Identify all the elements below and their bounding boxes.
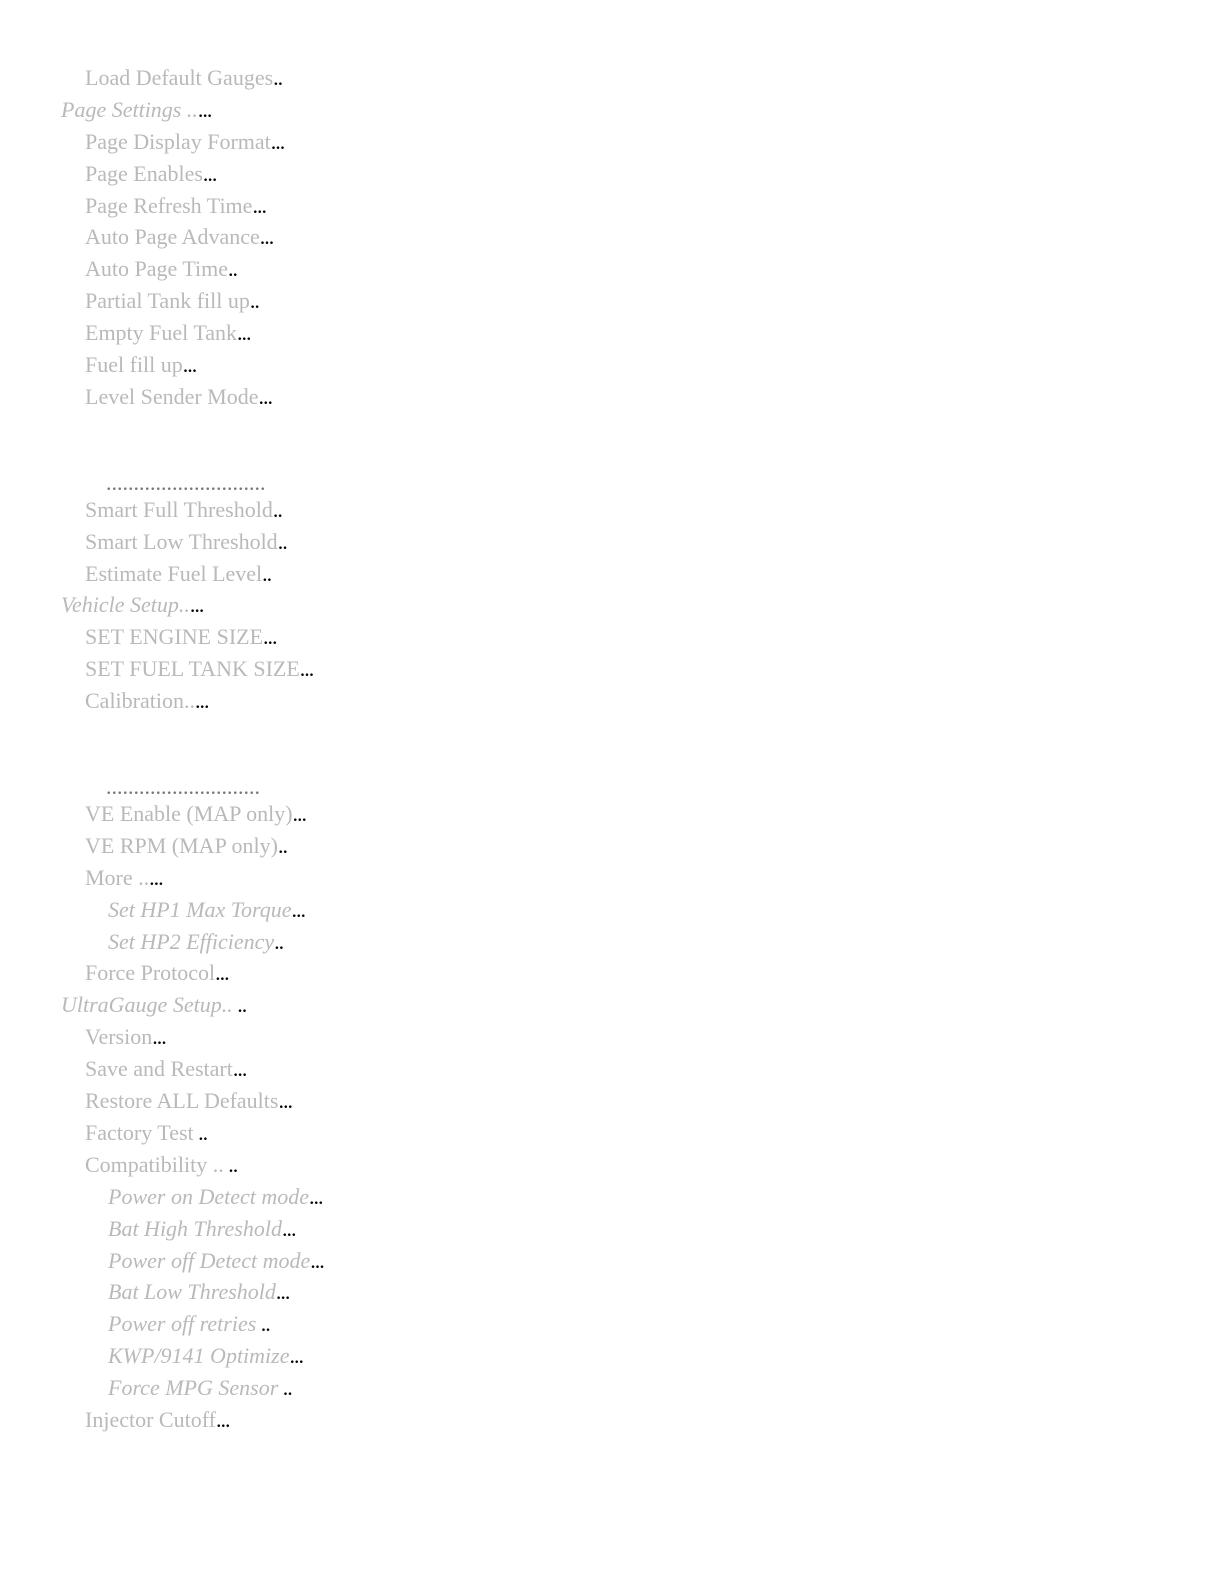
submenu-item[interactable]	[0, 1372, 1224, 1404]
menu-item-label: Smart Low Threshold	[85, 528, 278, 554]
menu-item-label: Level Sender Mode	[85, 383, 259, 409]
clipped-menu-row-text: ............................	[106, 774, 260, 800]
menu-item-label: Page Display Format	[85, 128, 271, 154]
leader-dots: ...	[270, 128, 285, 154]
submenu-item-label: KWP/9141 Optimize	[108, 1343, 290, 1369]
menu-item-label: VE RPM (MAP only)	[85, 832, 278, 858]
menu-item[interactable]	[0, 653, 1224, 685]
menu-item-label: Page Enables	[85, 160, 203, 186]
leader-dots: ..	[274, 928, 284, 954]
submenu-item[interactable]	[0, 1276, 1224, 1308]
leader-dots: ...	[152, 1024, 166, 1050]
leader-dots: ..	[232, 992, 247, 1018]
menu-item[interactable]	[0, 494, 1224, 526]
leader-dots: ...	[292, 801, 307, 827]
submenu-item[interactable]	[0, 1213, 1224, 1245]
clipped-menu-row	[106, 774, 260, 800]
submenu-item[interactable]	[0, 1308, 1224, 1340]
leader-dots: ...	[232, 1056, 247, 1082]
menu-item-label: Auto Page Time	[85, 256, 229, 282]
menu-item-label: Restore ALL Defaults	[85, 1088, 279, 1114]
menu-item-label: Calibration..	[85, 688, 195, 714]
submenu-item[interactable]	[0, 1245, 1224, 1277]
menu-item-label: SET ENGINE SIZE	[85, 624, 264, 650]
leader-dots: ..	[277, 832, 287, 858]
leader-dots: ...	[289, 1343, 303, 1369]
leader-dots: ...	[259, 224, 274, 250]
leader-dots: ..	[277, 528, 287, 554]
leader-dots: ..	[223, 1151, 238, 1177]
menu-item[interactable]	[0, 1021, 1224, 1053]
leader-dots: ..	[278, 1375, 292, 1401]
menu-item-label: VE Enable (MAP only)	[85, 801, 293, 827]
leader-dots: ...	[252, 192, 266, 218]
leader-dots: ..	[228, 256, 238, 282]
submenu-item[interactable]	[0, 1340, 1224, 1372]
leader-dots: ...	[263, 624, 277, 650]
submenu-item-label: Power on Detect mode	[108, 1183, 309, 1209]
menu-item-label: Empty Fuel Tank	[85, 320, 238, 346]
leader-dots: ...	[299, 656, 314, 682]
menu-item[interactable]	[0, 1117, 1224, 1149]
submenu-item-label: Set HP1 Max Torque	[108, 896, 292, 922]
menu-item-label: SET FUEL TANK SIZE	[85, 656, 300, 682]
menu-gap	[0, 717, 1224, 798]
submenu-item-label: Bat Low Threshold	[108, 1279, 276, 1305]
menu-item[interactable]	[0, 685, 1224, 717]
menu-item[interactable]	[0, 1053, 1224, 1085]
leader-dots: ...	[149, 864, 163, 890]
clipped-menu-row-text: .............................	[106, 469, 266, 495]
menu-item[interactable]	[0, 158, 1224, 190]
menu-item-label: Injector Cutoff	[85, 1406, 216, 1432]
menu-section-label: UltraGauge Setup..	[61, 992, 233, 1018]
menu-item-label: Partial Tank fill up	[85, 288, 250, 314]
menu-item-label: Auto Page Advance	[85, 224, 260, 250]
menu-section[interactable]	[0, 589, 1224, 621]
leader-dots: ...	[215, 1406, 230, 1432]
submenu-item[interactable]	[0, 894, 1224, 926]
leader-dots: ...	[275, 1279, 290, 1305]
leader-dots: ..	[256, 1311, 270, 1337]
menu-item-label: Fuel fill up	[85, 352, 183, 378]
leader-dots: ...	[310, 1247, 324, 1273]
menu-item[interactable]	[0, 381, 1224, 413]
leader-dots: ..	[262, 560, 272, 586]
menu-item[interactable]	[0, 1404, 1224, 1436]
menu-item-label: Smart Full Threshold	[85, 496, 273, 522]
leader-dots: ...	[197, 96, 212, 122]
leader-dots: ...	[291, 896, 306, 922]
submenu-item-label: Power off Detect mode	[108, 1247, 311, 1273]
menu-section-label: Page Settings ..	[61, 96, 198, 122]
leader-dots: ..	[272, 496, 282, 522]
menu-item[interactable]	[0, 62, 1224, 94]
leader-dots: ...	[309, 1183, 323, 1209]
menu-item[interactable]	[0, 190, 1224, 222]
menu-item[interactable]	[0, 862, 1224, 894]
menu-item[interactable]	[0, 1149, 1224, 1181]
menu-item[interactable]	[0, 830, 1224, 862]
menu-gap	[0, 413, 1224, 494]
menu-item[interactable]	[0, 221, 1224, 253]
leader-dots: ...	[258, 383, 272, 409]
menu-section[interactable]	[0, 94, 1224, 126]
submenu-item[interactable]	[0, 926, 1224, 958]
menu-item[interactable]	[0, 526, 1224, 558]
menu-item-label: Compatibility ..	[85, 1151, 224, 1177]
menu-item[interactable]	[0, 126, 1224, 158]
menu-item[interactable]	[0, 253, 1224, 285]
submenu-item-label: Force MPG Sensor	[108, 1375, 279, 1401]
menu-item-label: Estimate Fuel Level	[85, 560, 263, 586]
leader-dots: ...	[182, 352, 197, 378]
menu-item[interactable]	[0, 1085, 1224, 1117]
menu-section[interactable]	[0, 989, 1224, 1021]
clipped-menu-row	[106, 469, 266, 495]
menu-item-label: Page Refresh Time	[85, 192, 253, 218]
settings-menu-list	[0, 62, 1224, 1436]
menu-item-label: Force Protocol	[85, 960, 216, 986]
submenu-item-label: Power off retries	[108, 1311, 257, 1337]
menu-item[interactable]	[0, 621, 1224, 653]
menu-item-label: Factory Test	[85, 1119, 194, 1145]
menu-item-label: Version	[85, 1024, 153, 1050]
menu-item[interactable]	[0, 957, 1224, 989]
menu-item-label: More ..	[85, 864, 150, 890]
leader-dots: ..	[273, 65, 283, 90]
submenu-item-label: Bat High Threshold	[108, 1215, 282, 1241]
submenu-item-label: Set HP2 Efficiency	[108, 928, 275, 954]
submenu-item[interactable]	[0, 1181, 1224, 1213]
leader-dots: ...	[281, 1215, 296, 1241]
menu-section-label: Vehicle Setup..	[61, 592, 190, 618]
menu-item[interactable]	[0, 798, 1224, 830]
leader-dots: ...	[215, 960, 229, 986]
menu-item-label: Save and Restart	[85, 1056, 233, 1082]
menu-item[interactable]	[0, 349, 1224, 381]
menu-item-label: Load Default Gauges	[85, 65, 274, 90]
menu-item[interactable]	[0, 285, 1224, 317]
leader-dots: ...	[237, 320, 251, 346]
leader-dots: ...	[194, 688, 209, 714]
leader-dots: ...	[189, 592, 204, 618]
menu-item[interactable]	[0, 317, 1224, 349]
leader-dots: ..	[193, 1119, 208, 1145]
menu-item[interactable]	[0, 558, 1224, 590]
leader-dots: ..	[249, 288, 259, 314]
leader-dots: ...	[278, 1088, 292, 1114]
leader-dots: ...	[202, 160, 217, 186]
